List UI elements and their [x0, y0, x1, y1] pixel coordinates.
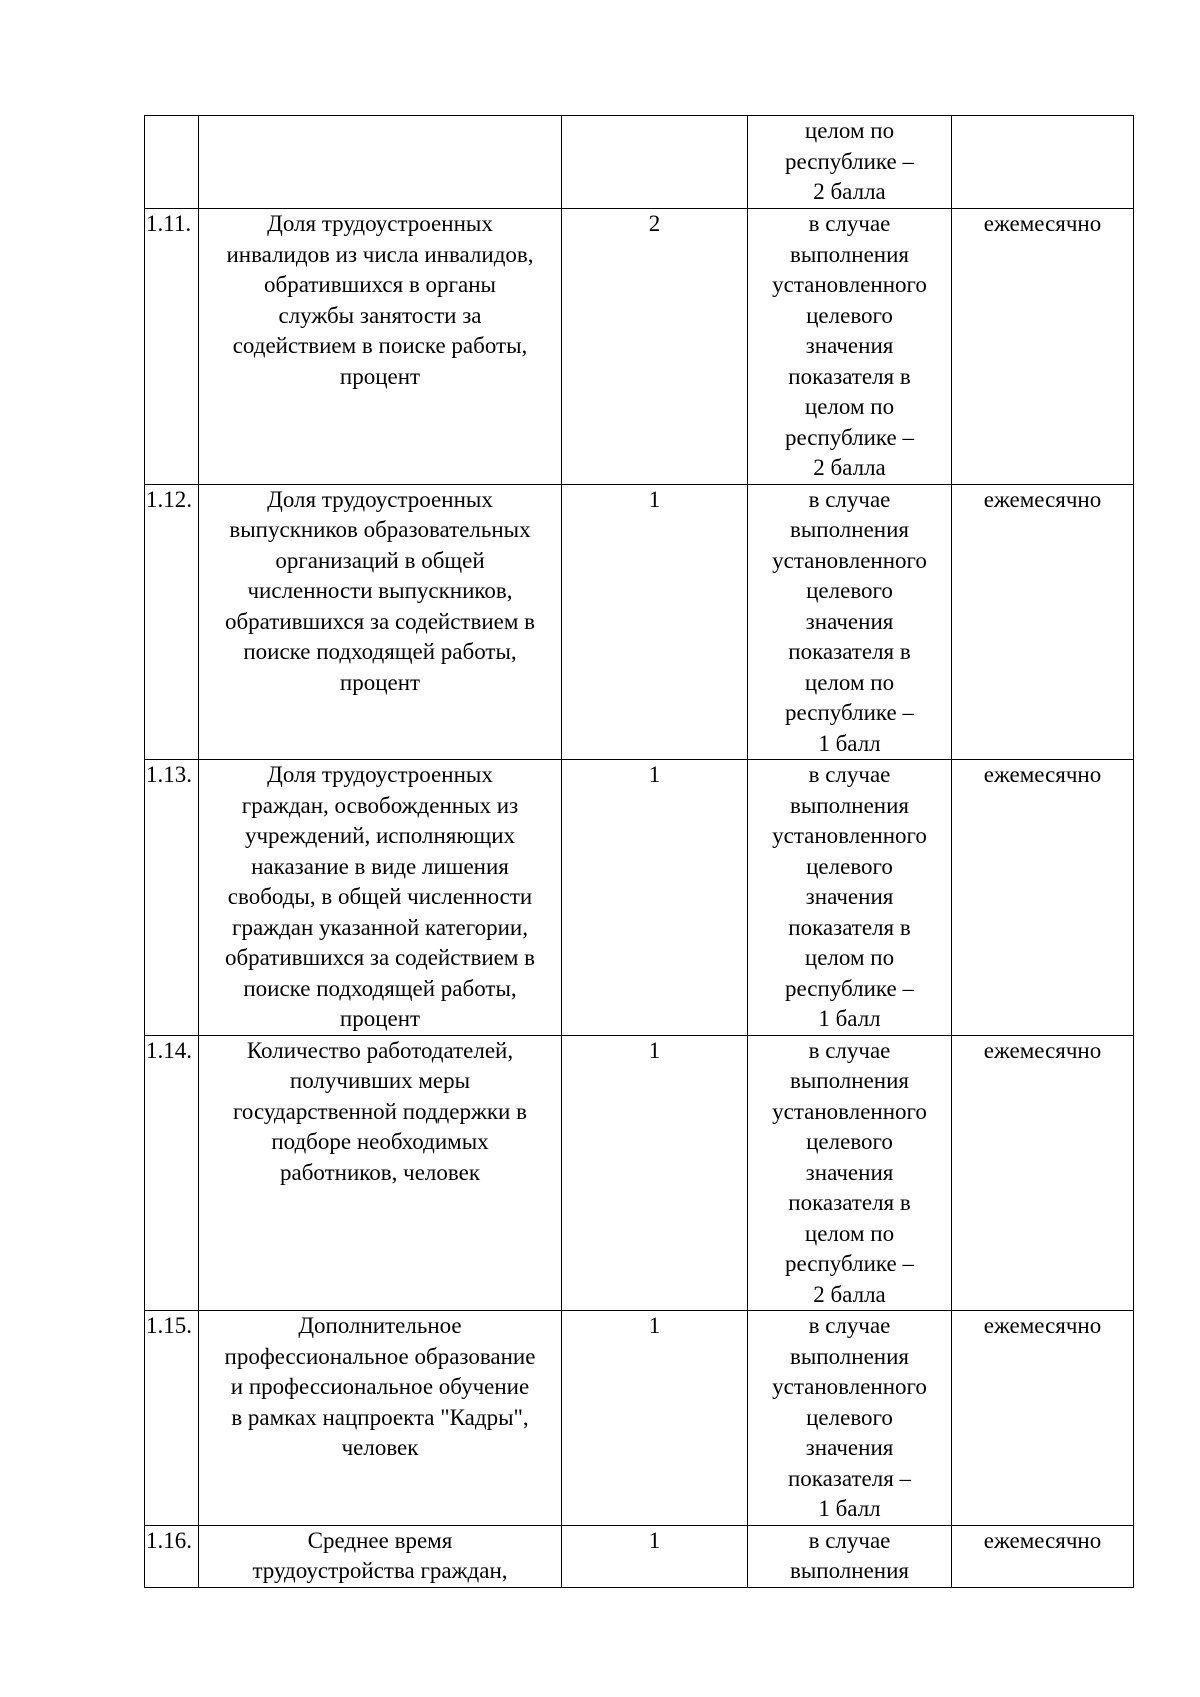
points-value: 1	[562, 484, 748, 760]
scoring-condition: целом по республике – 2 балла	[748, 116, 952, 209]
points-value: 2	[562, 209, 748, 485]
points-value: 1	[562, 1311, 748, 1526]
table-row	[145, 484, 1134, 760]
table-row	[145, 1311, 1134, 1526]
table-row	[145, 209, 1134, 485]
scoring-condition: в случае выполнения установленного целевого значения показателя в целом по республике – 2 балла	[748, 1035, 952, 1311]
frequency: ежемесячно	[952, 760, 1134, 1036]
row-number	[145, 116, 199, 209]
scoring-condition: в случае выполнения	[748, 1525, 952, 1587]
table-row	[145, 1035, 1134, 1311]
indicator-name: Доля трудоустроенных граждан, освобожденных из учреждений, исполняющих наказание в виде лишения свободы, в общей численности граждан указанной категории, обратившихся за содействием в поиске подходящей работы, процент	[199, 760, 562, 1036]
points-value	[562, 116, 748, 209]
table-row	[145, 116, 1134, 209]
row-number: 1.12.	[145, 484, 199, 760]
criteria-table	[144, 115, 1134, 1588]
scoring-condition: в случае выполнения установленного целевого значения показателя – 1 балл	[748, 1311, 952, 1526]
indicator-name: Доля трудоустроенных выпускников образовательных организаций в общей численности выпускников, обратившихся за содействием в поиске подходящей работы, процент	[199, 484, 562, 760]
row-number: 1.15.	[145, 1311, 199, 1526]
points-value: 1	[562, 760, 748, 1036]
row-number: 1.14.	[145, 1035, 199, 1311]
frequency: ежемесячно	[952, 1525, 1134, 1587]
indicator-name	[199, 116, 562, 209]
points-value: 1	[562, 1035, 748, 1311]
frequency: ежемесячно	[952, 484, 1134, 760]
table-row	[145, 1525, 1134, 1587]
indicator-name: Доля трудоустроенных инвалидов из числа инвалидов, обратившихся в органы службы занятости за содействием в поиске работы, процент	[199, 209, 562, 485]
frequency: ежемесячно	[952, 1035, 1134, 1311]
indicator-name: Дополнительное профессиональное образование и профессиональное обучение в рамках нацпроекта "Кадры", человек	[199, 1311, 562, 1526]
row-number: 1.16.	[145, 1525, 199, 1587]
row-number: 1.11.	[145, 209, 199, 485]
indicator-name: Количество работодателей, получивших меры государственной поддержки в подборе необходимых работников, человек	[199, 1035, 562, 1311]
points-value: 1	[562, 1525, 748, 1587]
row-number: 1.13.	[145, 760, 199, 1036]
scoring-condition: в случае выполнения установленного целевого значения показателя в целом по республике – 1 балл	[748, 484, 952, 760]
frequency: ежемесячно	[952, 1311, 1134, 1526]
table-row	[145, 760, 1134, 1036]
frequency: ежемесячно	[952, 209, 1134, 485]
frequency	[952, 116, 1134, 209]
indicator-name: Среднее время трудоустройства граждан,	[199, 1525, 562, 1587]
scoring-condition: в случае выполнения установленного целевого значения показателя в целом по республике – 2 балла	[748, 209, 952, 485]
scoring-condition: в случае выполнения установленного целевого значения показателя в целом по республике – 1 балл	[748, 760, 952, 1036]
